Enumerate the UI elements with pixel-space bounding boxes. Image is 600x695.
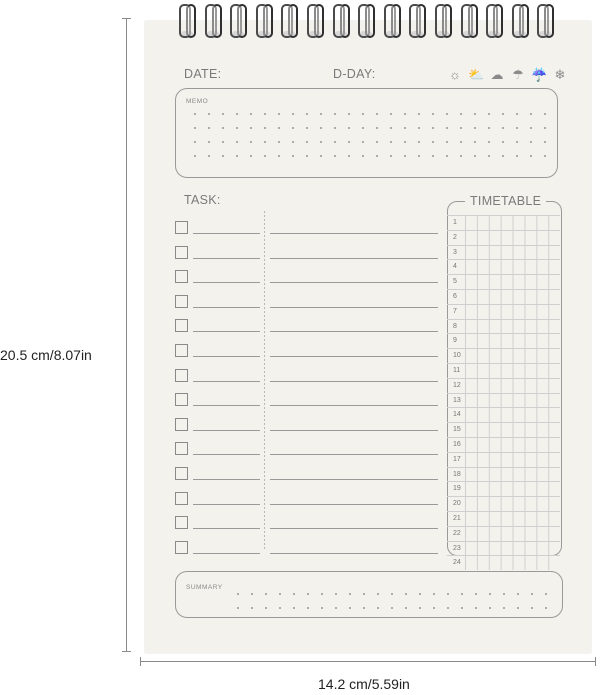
drizzle-cloud-icon: ☔	[531, 67, 548, 82]
spiral-ring	[511, 4, 529, 42]
task-checkbox[interactable]	[175, 492, 188, 505]
timetable-row	[447, 481, 560, 496]
task-short-line	[193, 307, 260, 308]
timetable-cells	[465, 334, 560, 348]
task-short-line	[193, 504, 260, 505]
timetable-hour: 11	[453, 366, 461, 374]
timetable-hour: 5	[453, 278, 457, 286]
task-long-line	[270, 405, 438, 406]
timetable-hour: 24	[453, 559, 461, 567]
timetable-cells	[465, 275, 560, 289]
timetable-hour: 8	[453, 322, 457, 330]
timetable-hour: 14	[453, 411, 461, 419]
task-checkbox[interactable]	[175, 319, 188, 332]
task-checkbox[interactable]	[175, 270, 188, 283]
timetable-row	[447, 215, 560, 230]
timetable-grid	[447, 215, 560, 570]
spiral-ring	[229, 4, 247, 42]
timetable-row	[447, 363, 560, 378]
spiral-ring	[204, 4, 222, 42]
task-checkbox[interactable]	[175, 467, 188, 480]
timetable-row	[447, 467, 560, 482]
height-dimension-line	[126, 18, 127, 652]
timetable-hour: 6	[453, 292, 457, 300]
task-long-line	[270, 504, 438, 505]
timetable-row	[447, 555, 560, 570]
task-short-line	[193, 479, 260, 480]
width-dimension-line	[140, 661, 596, 662]
timetable-hour: 4	[453, 263, 457, 271]
timetable-hour: 18	[453, 470, 461, 478]
spiral-ring	[332, 4, 350, 42]
task-long-line	[270, 356, 438, 357]
task-long-line	[270, 258, 438, 259]
timetable-row	[447, 274, 560, 289]
daily-planner-page	[145, 21, 591, 653]
task-long-line	[270, 528, 438, 529]
spiral-ring	[357, 4, 375, 42]
timetable-cells	[465, 320, 560, 334]
task-short-line	[193, 331, 260, 332]
timetable-row	[447, 526, 560, 541]
timetable-row	[447, 452, 560, 467]
task-short-line	[193, 233, 260, 234]
timetable-hour: 23	[453, 544, 461, 552]
rain-cloud-icon: ☂	[512, 67, 524, 82]
timetable-cells	[465, 364, 560, 378]
timetable-hour: 16	[453, 440, 461, 448]
timetable-row	[447, 245, 560, 260]
task-long-line	[270, 454, 438, 455]
timetable-cells	[465, 246, 560, 260]
timetable-row	[447, 333, 560, 348]
timetable-row	[447, 422, 560, 437]
timetable-row	[447, 511, 560, 526]
timetable-cells	[465, 423, 560, 437]
timetable-cells	[465, 527, 560, 541]
timetable-hour: 13	[453, 396, 461, 404]
timetable-row	[447, 259, 560, 274]
task-checkbox[interactable]	[175, 221, 188, 234]
timetable-row	[447, 304, 560, 319]
weather-icons	[447, 67, 568, 83]
task-long-line	[270, 331, 438, 332]
timetable-cells	[465, 453, 560, 467]
task-short-line	[193, 282, 260, 283]
timetable-hour: 22	[453, 529, 461, 537]
timetable-hour: 9	[453, 337, 457, 345]
task-divider	[264, 211, 265, 551]
task-short-line	[193, 381, 260, 382]
timetable-hour: 15	[453, 426, 461, 434]
timetable-cells	[465, 394, 560, 408]
spiral-ring	[255, 4, 273, 42]
summary-dot-grid	[231, 587, 551, 609]
timetable-cells	[465, 260, 560, 274]
timetable-row	[447, 348, 560, 363]
timetable-hour: 10	[453, 352, 461, 360]
dday-label: D-DAY:	[333, 67, 376, 81]
timetable-hour: 21	[453, 514, 461, 522]
timetable-cells	[465, 468, 560, 482]
spiral-ring	[485, 4, 503, 42]
timetable-hour: 19	[453, 485, 461, 493]
task-checkbox[interactable]	[175, 344, 188, 357]
spiral-ring	[536, 4, 554, 42]
task-short-line	[193, 528, 260, 529]
timetable-hour: 1	[453, 219, 457, 226]
timetable-row	[447, 496, 560, 511]
timetable-cells	[465, 438, 560, 452]
timetable-label: TIMETABLE	[465, 194, 546, 208]
task-long-line	[270, 282, 438, 283]
timetable-cells	[465, 216, 560, 230]
task-long-line	[270, 479, 438, 480]
timetable-cells	[465, 497, 560, 511]
timetable-cells	[465, 379, 560, 393]
timetable-row	[447, 541, 560, 556]
spiral-ring	[280, 4, 298, 42]
timetable-cells	[465, 290, 560, 304]
task-checkbox[interactable]	[175, 541, 188, 554]
partly-cloudy-icon: ⛅	[468, 67, 485, 82]
task-short-line	[193, 430, 260, 431]
task-short-line	[193, 356, 260, 357]
timetable-hour: 12	[453, 381, 461, 389]
spiral-binding	[145, 4, 591, 44]
timetable-hour: 20	[453, 500, 461, 508]
task-checkbox[interactable]	[175, 393, 188, 406]
task-label: TASK:	[184, 193, 221, 207]
timetable-hour: 3	[453, 248, 457, 256]
timetable-hour: 2	[453, 233, 457, 241]
timetable-row	[447, 393, 560, 408]
task-short-line	[193, 405, 260, 406]
sun-icon: ☼	[449, 67, 461, 82]
timetable-cells	[465, 542, 560, 556]
timetable-cells	[465, 556, 560, 570]
timetable-cells	[465, 512, 560, 526]
task-checkbox[interactable]	[175, 369, 188, 382]
timetable-cells	[465, 408, 560, 422]
summary-label: SUMMARY	[186, 584, 223, 591]
spiral-ring	[383, 4, 401, 42]
timetable-cells	[465, 231, 560, 245]
task-long-line	[270, 430, 438, 431]
snowflake-icon: ❄	[554, 67, 566, 82]
timetable-cells	[465, 482, 560, 496]
task-long-line	[270, 553, 438, 554]
timetable-row	[447, 437, 560, 452]
task-checkbox[interactable]	[175, 246, 188, 259]
task-checkbox[interactable]	[175, 418, 188, 431]
memo-dot-grid	[188, 107, 548, 169]
spiral-ring	[460, 4, 478, 42]
task-long-line	[270, 381, 438, 382]
timetable-row	[447, 319, 560, 334]
timetable-row	[447, 230, 560, 245]
timetable-row	[447, 407, 560, 422]
task-checkbox[interactable]	[175, 295, 188, 308]
task-long-line	[270, 307, 438, 308]
task-checkbox[interactable]	[175, 442, 188, 455]
spiral-ring	[306, 4, 324, 42]
task-short-line	[193, 258, 260, 259]
timetable-cells	[465, 305, 560, 319]
task-checkbox[interactable]	[175, 516, 188, 529]
timetable-hour: 17	[453, 455, 461, 463]
spiral-ring	[434, 4, 452, 42]
task-short-line	[193, 553, 260, 554]
task-short-line	[193, 454, 260, 455]
width-dimension-label: 14.2 cm/5.59in	[318, 676, 410, 692]
task-long-line	[270, 233, 438, 234]
date-label: DATE:	[184, 67, 222, 81]
timetable-row	[447, 289, 560, 304]
spiral-ring	[408, 4, 426, 42]
timetable-row	[447, 378, 560, 393]
cloud-icon: ☁	[490, 67, 504, 82]
spiral-ring	[178, 4, 196, 42]
timetable-cells	[465, 349, 560, 363]
height-dimension-label: 20.5 cm/8.07in	[0, 347, 92, 363]
memo-label: MEMO	[186, 98, 209, 105]
timetable-hour: 7	[453, 307, 457, 315]
